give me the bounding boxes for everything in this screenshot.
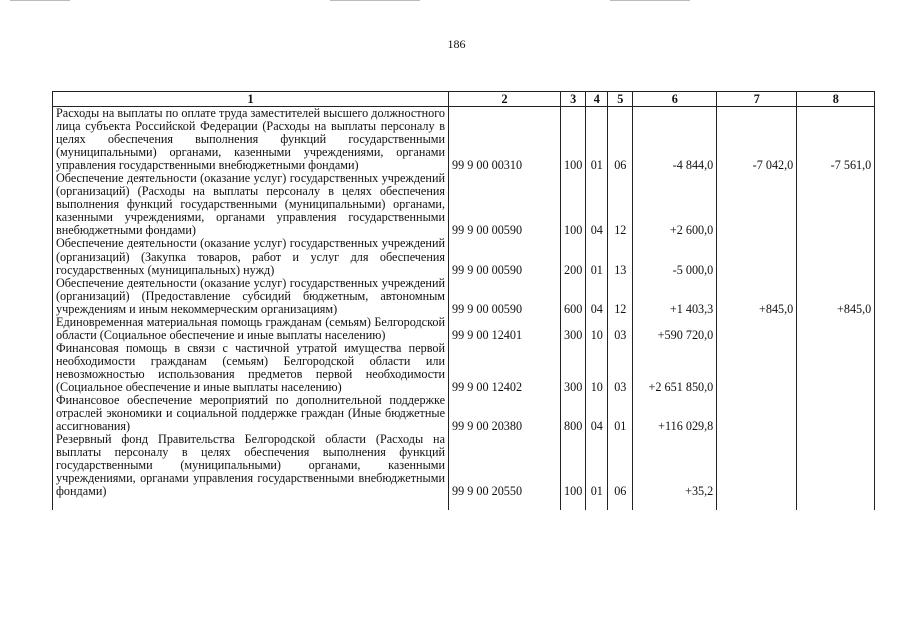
subsection-code: 12 bbox=[608, 277, 633, 316]
amount-col6: +590 720,0 bbox=[633, 316, 717, 342]
row-description: Резервный фонд Правительства Белгородской области (Расходы на выплаты персоналу в целях обеспечения выполнения функций государственными (муниципальными) органами, казенными учреждениями, органами управления государственными внебюджетными фондами) bbox=[53, 433, 449, 498]
expense-type-code: 300 bbox=[561, 316, 586, 342]
amount-col6: +2 651 850,0 bbox=[633, 342, 717, 394]
row-description: Обеспечение деятельности (оказание услуг) государственных учреждений (организаций) (Закупка товаров, работ и услуг для обеспечения государственных (муниципальных) нужд) bbox=[53, 237, 449, 276]
amount-col8 bbox=[797, 316, 875, 342]
target-article-code: 99 9 00 00590 bbox=[449, 237, 561, 276]
table-row bbox=[53, 433, 875, 498]
section-code: 04 bbox=[586, 172, 608, 237]
column-header: 7 bbox=[717, 92, 797, 107]
target-article-code: 99 9 00 20550 bbox=[449, 433, 561, 498]
row-description: Финансовая помощь в связи с частичной утратой имущества первой необходимости гражданам (семьям) Белгородской области или невозможностью использования предметов первой необходимости (Социальное обеспечение и иные выплаты населению) bbox=[53, 342, 449, 394]
page-number: 186 bbox=[447, 37, 466, 51]
section-code: 10 bbox=[586, 316, 608, 342]
section-code: 01 bbox=[586, 433, 608, 498]
row-description: Обеспечение деятельности (оказание услуг) государственных учреждений (организаций) (Расходы на выплаты персоналу в целях обеспечения выполнения функций государственными (муниципальными) органами, казенными учреждениями, органами управления государственными внебюджетными фондами) bbox=[53, 172, 449, 237]
section-code: 04 bbox=[586, 394, 608, 433]
table-row bbox=[53, 342, 875, 394]
subsection-code: 01 bbox=[608, 394, 633, 433]
target-article-code: 99 9 00 12401 bbox=[449, 316, 561, 342]
table-row bbox=[53, 172, 875, 237]
subsection-code: 06 bbox=[608, 107, 633, 173]
column-header: 6 bbox=[633, 92, 717, 107]
table-continuation bbox=[53, 498, 875, 510]
scan-edge-rule bbox=[330, 0, 420, 1]
table-row bbox=[53, 316, 875, 342]
amount-col6: +1 403,3 bbox=[633, 277, 717, 316]
amount-col8 bbox=[797, 394, 875, 433]
target-article-code: 99 9 00 20380 bbox=[449, 394, 561, 433]
amount-col8 bbox=[797, 172, 875, 237]
budget-table bbox=[52, 91, 875, 510]
amount-col6: -4 844,0 bbox=[633, 107, 717, 173]
amount-col6: +35,2 bbox=[633, 433, 717, 498]
amount-col7 bbox=[717, 172, 797, 237]
amount-col6: +116 029,8 bbox=[633, 394, 717, 433]
amount-col6: +2 600,0 bbox=[633, 172, 717, 237]
column-header: 5 bbox=[608, 92, 633, 107]
subsection-code: 06 bbox=[608, 433, 633, 498]
amount-col8 bbox=[797, 237, 875, 276]
target-article-code: 99 9 00 12402 bbox=[449, 342, 561, 394]
scan-edge-rule bbox=[610, 0, 690, 1]
row-description: Расходы на выплаты по оплате труда заместителей высшего должностного лица субъекта Российской Федерации (Расходы на выплаты персоналу в целях обеспечения выполнения функций государственными (муниципальными) органами, казенными учреждениями, органами управления государственными внебюджетными фондами) bbox=[53, 107, 449, 173]
table-row bbox=[53, 394, 875, 433]
target-article-code: 99 9 00 00590 bbox=[449, 172, 561, 237]
amount-col7: -7 042,0 bbox=[717, 107, 797, 173]
section-code: 10 bbox=[586, 342, 608, 394]
table-row bbox=[53, 107, 875, 173]
column-number-row bbox=[53, 92, 875, 107]
amount-col8 bbox=[797, 433, 875, 498]
column-header: 8 bbox=[797, 92, 875, 107]
amount-col6: -5 000,0 bbox=[633, 237, 717, 276]
expense-type-code: 100 bbox=[561, 172, 586, 237]
subsection-code: 12 bbox=[608, 172, 633, 237]
subsection-code: 03 bbox=[608, 316, 633, 342]
target-article-code: 99 9 00 00590 bbox=[449, 277, 561, 316]
row-description: Финансовое обеспечение мероприятий по дополнительной поддержке отраслей экономики и социальной поддержке граждан (Иные бюджетные ассигнования) bbox=[53, 394, 449, 433]
amount-col7: +845,0 bbox=[717, 277, 797, 316]
amount-col8: +845,0 bbox=[797, 277, 875, 316]
expense-type-code: 800 bbox=[561, 394, 586, 433]
amount-col7 bbox=[717, 433, 797, 498]
scan-edge-rule bbox=[10, 0, 70, 1]
section-code: 01 bbox=[586, 107, 608, 173]
column-header: 2 bbox=[449, 92, 561, 107]
column-header: 4 bbox=[586, 92, 608, 107]
section-code: 01 bbox=[586, 237, 608, 276]
table-row bbox=[53, 237, 875, 276]
subsection-code: 03 bbox=[608, 342, 633, 394]
row-description: Обеспечение деятельности (оказание услуг) государственных учреждений (организаций) (Предоставление субсидий бюджетным, автономным учреждениям и иным некоммерческим организациям) bbox=[53, 277, 449, 316]
section-code: 04 bbox=[586, 277, 608, 316]
amount-col7 bbox=[717, 342, 797, 394]
row-description: Единовременная материальная помощь гражданам (семьям) Белгородской области (Социальное обеспечение и иные выплаты населению) bbox=[53, 316, 449, 342]
amount-col8 bbox=[797, 342, 875, 394]
expense-type-code: 100 bbox=[561, 433, 586, 498]
target-article-code: 99 9 00 00310 bbox=[449, 107, 561, 173]
expense-type-code: 100 bbox=[561, 107, 586, 173]
column-header: 3 bbox=[561, 92, 586, 107]
expense-type-code: 200 bbox=[561, 237, 586, 276]
amount-col7 bbox=[717, 316, 797, 342]
column-header: 1 bbox=[53, 92, 449, 107]
amount-col7 bbox=[717, 237, 797, 276]
subsection-code: 13 bbox=[608, 237, 633, 276]
table-row bbox=[53, 277, 875, 316]
amount-col8: -7 561,0 bbox=[797, 107, 875, 173]
expense-type-code: 600 bbox=[561, 277, 586, 316]
expense-type-code: 300 bbox=[561, 342, 586, 394]
amount-col7 bbox=[717, 394, 797, 433]
